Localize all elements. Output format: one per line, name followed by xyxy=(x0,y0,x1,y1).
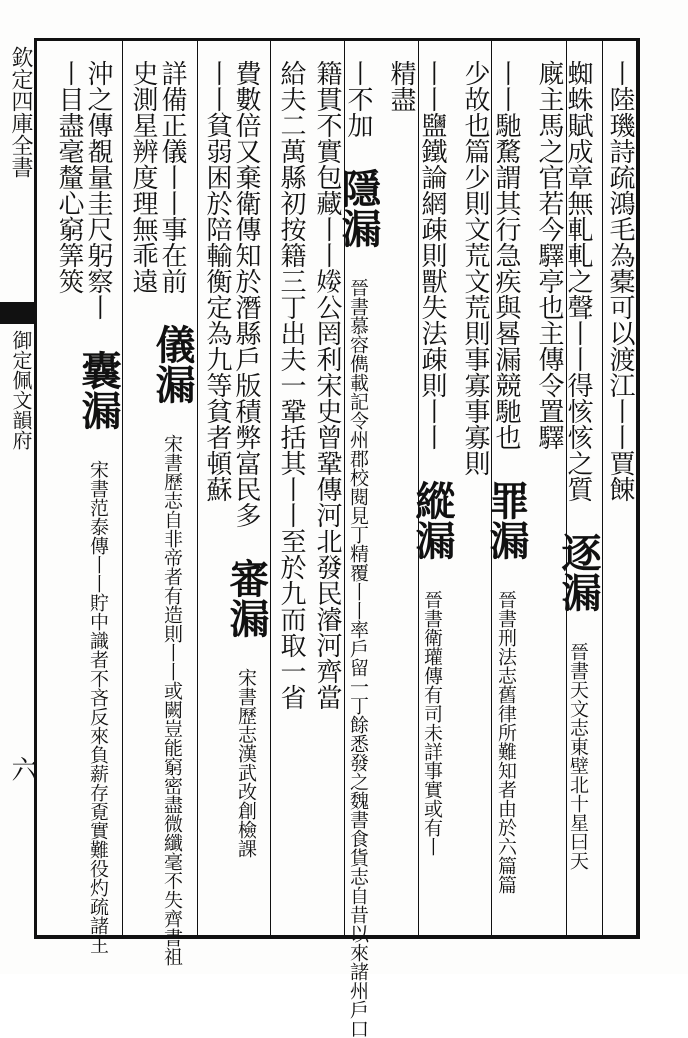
column-text: 給夫二萬縣初按籍三丁出夫一鞏括其丨丨至於九而取一省 xyxy=(276,60,306,710)
column-rule xyxy=(122,41,123,935)
annotation: 晉書天文志東壁北十星曰天 xyxy=(567,642,589,870)
text-column-14 xyxy=(128,60,158,294)
column-text: 丨不加 xyxy=(343,60,373,138)
headword: 儀漏 xyxy=(149,324,196,404)
headword: 逐漏 xyxy=(555,532,602,612)
annotation: 宋書范泰傳丨丨貯中識者不吝反來負薪存覔實難役灼疏諸王 xyxy=(87,460,109,954)
column-text: 丨陸璣詩疏鴻毛為橐可以渡江丨丨賈餗 xyxy=(605,60,635,502)
column-text: 費數倍又棄衛傳知於潛縣戶版積弊富民多 xyxy=(231,60,261,528)
text-column-10 xyxy=(276,60,306,710)
column-text: 廐主馬之官若今驛亭也主傳令置驛 xyxy=(534,60,564,450)
column-rule xyxy=(197,41,198,935)
annotation: 宋書歷志自非帝者有造則丨丨或闕豈能窮密盡微纖毫不失齊書祖 xyxy=(161,434,183,966)
column-text: 丨丨鹽鐵論網疎則獸失法疎則丨丨 xyxy=(417,60,447,450)
book-title: 欽定四庫全書 xyxy=(8,46,33,178)
column-text: 詳備正儀丨丨事在前 xyxy=(157,60,187,294)
headword: 囊漏 xyxy=(75,350,122,430)
text-column-11 xyxy=(223,60,270,858)
column-text: 丨目盡毫釐心窮筭筴 xyxy=(54,60,84,294)
annotation: 晉書刑法志舊律所難知者由於六篇篇 xyxy=(495,590,517,894)
text-column-5 xyxy=(460,60,490,476)
column-text: 精盡 xyxy=(386,60,416,112)
headword: 罪漏 xyxy=(483,480,530,560)
text-column-13 xyxy=(149,60,196,966)
column-text: 史測星辨度理無乖遠 xyxy=(128,60,158,294)
column-text: 丨丨馳騖謂其行急疾與晷漏競馳也 xyxy=(491,60,521,450)
column-text: 蜘蛛賦成章無軋軋之聲丨丨得㤥㤥之質 xyxy=(563,60,593,502)
text-column-12 xyxy=(202,60,232,502)
page-number: 六 xyxy=(7,756,37,782)
column-rule xyxy=(602,41,603,935)
column-text: 籍貫不實包藏丨丨𡟒公罔利宋史曾鞏傳河北發民濬河齊當 xyxy=(312,60,342,710)
column-text: 少故也篇少則文荒文荒則事寡事寡則 xyxy=(460,60,490,476)
headword: 隱漏 xyxy=(335,168,382,248)
text-column-4 xyxy=(483,60,530,894)
column-rule xyxy=(270,41,271,935)
right-border-rule xyxy=(636,38,640,938)
annotation: 晉書慕容儁載記令州郡校閱見丁精覆丨丨率戶留一丁餘悉發之魏書食貨志自昔以來諸州戶口 xyxy=(347,278,369,1038)
column-text: 丨丨貧弱困於陪輸衡定為九等貧者頓蘇 xyxy=(202,60,232,502)
text-column-6 xyxy=(409,60,456,856)
text-column-2 xyxy=(555,60,602,870)
text-column-7 xyxy=(386,60,416,112)
text-column-1 xyxy=(605,60,635,502)
text-column-8 xyxy=(335,60,382,1038)
text-column-16 xyxy=(54,60,84,294)
annotation: 宋書歷志漢武改創檢課 xyxy=(235,668,257,858)
text-column-15 xyxy=(75,60,122,954)
annotation: 晉書衛瓘傳有司未詳事實或有丨 xyxy=(421,590,443,856)
top-border-rule xyxy=(34,38,639,41)
text-column-3 xyxy=(534,60,564,450)
column-text: 沖之傳覩量圭尺躬察丨 xyxy=(83,60,113,320)
section-title: 御定佩文韻府 xyxy=(9,330,33,450)
headword: 縱漏 xyxy=(409,480,456,560)
fishtail-block xyxy=(0,302,36,324)
headword: 審漏 xyxy=(223,558,270,638)
text-column-9 xyxy=(312,60,342,710)
left-border-rule xyxy=(34,38,37,938)
